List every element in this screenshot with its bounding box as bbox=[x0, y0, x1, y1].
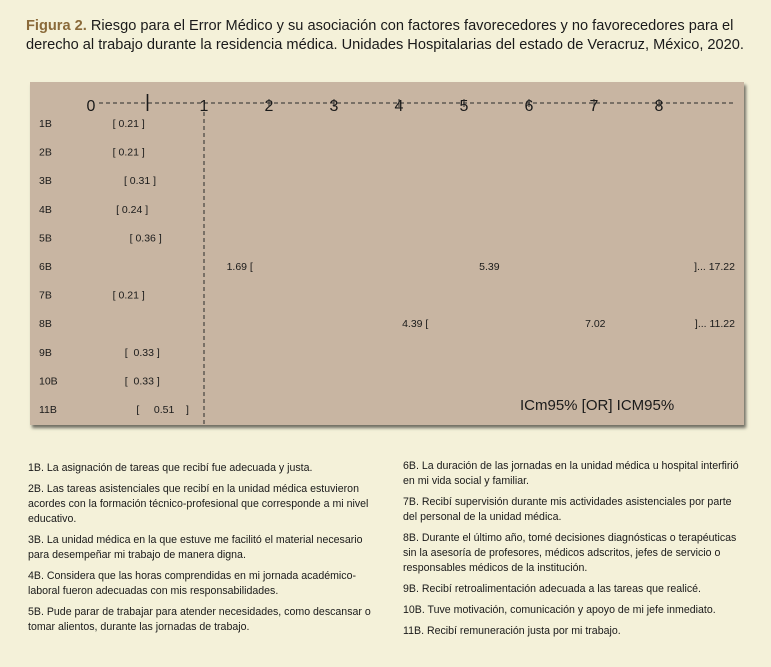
row-label-10B: 10B bbox=[39, 375, 58, 388]
or-value-11B: [ 0.51 ] bbox=[136, 404, 189, 416]
row-label-7B: 7B bbox=[39, 289, 52, 302]
footnote-right-5: 10B. Tuve motivación, comunicación y apoyo de mi jefe inmediato. bbox=[403, 604, 716, 616]
row-label-1B: 1B bbox=[39, 118, 52, 130]
x-tick-label-8: 8 bbox=[654, 98, 664, 115]
x-tick-label-2: 2 bbox=[264, 98, 274, 115]
figure-label: Figura 2. bbox=[26, 18, 87, 34]
row-label-5B: 5B bbox=[39, 232, 52, 245]
ci-upper-8B: ]... 11.22 bbox=[694, 318, 735, 331]
or-value-2B: [ 0.21 ] bbox=[112, 146, 145, 159]
x-tick-label-4: 4 bbox=[394, 98, 404, 115]
or-value-5B: [ 0.36 ] bbox=[129, 232, 162, 245]
ci-lower-8B: 4.39 [ bbox=[402, 318, 429, 331]
row-label-9B: 9B bbox=[39, 346, 52, 359]
x-tick-label-6: 6 bbox=[524, 98, 534, 115]
footnote-right-1: 6B. La duración de las jornadas en la unidad médica u hospital interfirió en mi vida social y familiar. bbox=[403, 460, 739, 487]
or-value-9B: [ 0.33 ] bbox=[124, 346, 160, 359]
footnotes-right bbox=[403, 459, 748, 645]
row-label-2B: 2B bbox=[39, 146, 52, 159]
x-tick-label-1: 1 bbox=[199, 98, 209, 115]
x-tick-label-0: 0 bbox=[86, 98, 96, 115]
row-label-3B: 3B bbox=[39, 175, 52, 188]
or-value-7B: [ 0.21 ] bbox=[112, 289, 145, 302]
ci-upper-6B: ]... 17.22 bbox=[694, 261, 735, 273]
or-value-6B: 5.39 bbox=[479, 261, 500, 273]
or-value-10B: [ 0.33 ] bbox=[124, 375, 160, 388]
footnote-right-2: 7B. Recibí supervisión durante mis actividades asistenciales por parte del personal de la unidad médica. bbox=[403, 496, 732, 523]
footnote-right-4: 9B. Recibí retroalimentación adecuada a las tareas que realicé. bbox=[403, 583, 701, 595]
x-tick-label-5: 5 bbox=[459, 98, 469, 115]
figure-title: Riesgo para el Error Médico y su asociación con factores favorecedores y no favorecedores para el derecho al trabajo durante la residencia médica. Unidades Hospitalarias del estado de Veracruz, México, 2020. bbox=[26, 18, 744, 53]
footnotes-left bbox=[28, 461, 376, 641]
forest-plot-panel bbox=[30, 82, 744, 425]
row-label-8B: 8B bbox=[39, 318, 52, 331]
or-value-1B: [ 0.21 ] bbox=[112, 118, 145, 130]
row-label-4B: 4B bbox=[39, 203, 52, 216]
x-tick-label-3: 3 bbox=[329, 98, 339, 115]
footnote-right-6: 11B. Recibí remuneración justa por mi trabajo. bbox=[403, 625, 621, 637]
footnote-left-4: 4B. Considera que las horas comprendidas en mi jornada académico-laboral fueron adecuadas con mis responsabilidades. bbox=[28, 570, 356, 597]
footnote-left-3: 3B. La unidad médica en la que estuve me facilitó el material necesario para desempeñar mi trabajo de manera digna. bbox=[28, 534, 363, 561]
or-value-3B: [ 0.31 ] bbox=[123, 175, 157, 188]
figure-caption bbox=[26, 17, 751, 55]
or-value-4B: [ 0.24 ] bbox=[116, 203, 149, 216]
footnote-left-2: 2B. Las tareas asistenciales que recibí en la unidad médica estuvieron acordes con la formación técnico-profesional que corresponde a mi nivel educativo. bbox=[28, 483, 369, 525]
row-label-6B: 6B bbox=[39, 261, 52, 273]
footnote-left-5: 5B. Pude parar de trabajar para atender necesidades, como descansar o tomar alientos, durante las jornadas de trabajo. bbox=[28, 606, 371, 633]
or-value-8B: 7.02 bbox=[585, 318, 606, 331]
legend-text: ICm95% [OR] ICM95% bbox=[520, 397, 675, 414]
x-tick-label-7: 7 bbox=[589, 98, 599, 115]
forest-plot bbox=[30, 82, 744, 425]
row-label-11B: 11B bbox=[39, 404, 57, 416]
ci-lower-6B: 1.69 [ bbox=[226, 261, 253, 273]
footnote-left-1: 1B. La asignación de tareas que recibí fue adecuada y justa. bbox=[28, 462, 313, 474]
footnote-right-3: 8B. Durante el último año, tomé decisiones diagnósticas o terapéuticas sin la asesoría de profesores, médicos adscritos, jefes de servicio o responsables médicos de la institución. bbox=[403, 532, 737, 574]
